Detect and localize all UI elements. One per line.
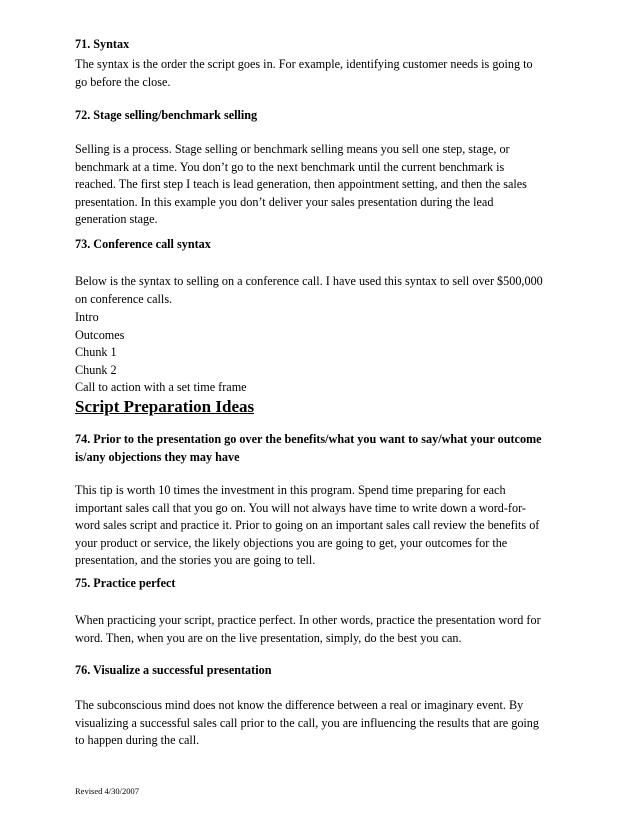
- heading-71: 71. Syntax: [75, 37, 130, 51]
- footer-revision: Revised 4/30/2007: [75, 786, 139, 796]
- syntax-list: Intro Outcomes Chunk 1 Chunk 2 Call to action with a set time frame: [75, 310, 247, 394]
- paragraph-76: The subconscious mind does not know the difference between a real or imaginary event. By visualizing a successful sales call prior to the call, you are influencing the results that are going to happen during the call.: [75, 698, 539, 747]
- section-title: Script Preparation Ideas: [75, 397, 255, 416]
- heading-74: 74. Prior to the presentation go over the benefits/what you want to say/what your outcome is/any objections they may have: [75, 432, 542, 464]
- heading-73: 73. Conference call syntax: [75, 237, 211, 251]
- paragraph-75: When practicing your script, practice perfect. In other words, practice the presentation word for word. Then, when you are on the live presentation, simply, do the best you can.: [75, 613, 541, 645]
- heading-72: 72. Stage selling/benchmark selling: [75, 108, 258, 122]
- heading-75: 75. Practice perfect: [75, 576, 176, 590]
- paragraph-72: Selling is a process. Stage selling or benchmark selling means you sell one step, stage, or benchmark at a time. You don’t go to the next benchmark until the current benchmark is reached. The first step I teach is lead generation, then appointment setting, and then the sales presentation. In this example you don’t deliver your sales presentation during the lead generation stage.: [75, 142, 527, 226]
- paragraph-73: Below is the syntax to selling on a conference call. I have used this syntax to sell over $500,000 on conference calls.: [75, 274, 543, 306]
- paragraph-71: The syntax is the order the script goes in. For example, identifying customer needs is going to go before the close.: [75, 57, 533, 89]
- heading-76: 76. Visualize a successful presentation: [75, 663, 272, 677]
- paragraph-74: This tip is worth 10 times the investment in this program. Spend time preparing for each important sales call that you go on. You will not always have time to write down a word-for- word sales script and practice it. Prior to going on an important sales call review the benefits of your product or service, the likely objections you are going to get, your outcomes for the presentation, and the stories you are going to tell.: [75, 483, 540, 567]
